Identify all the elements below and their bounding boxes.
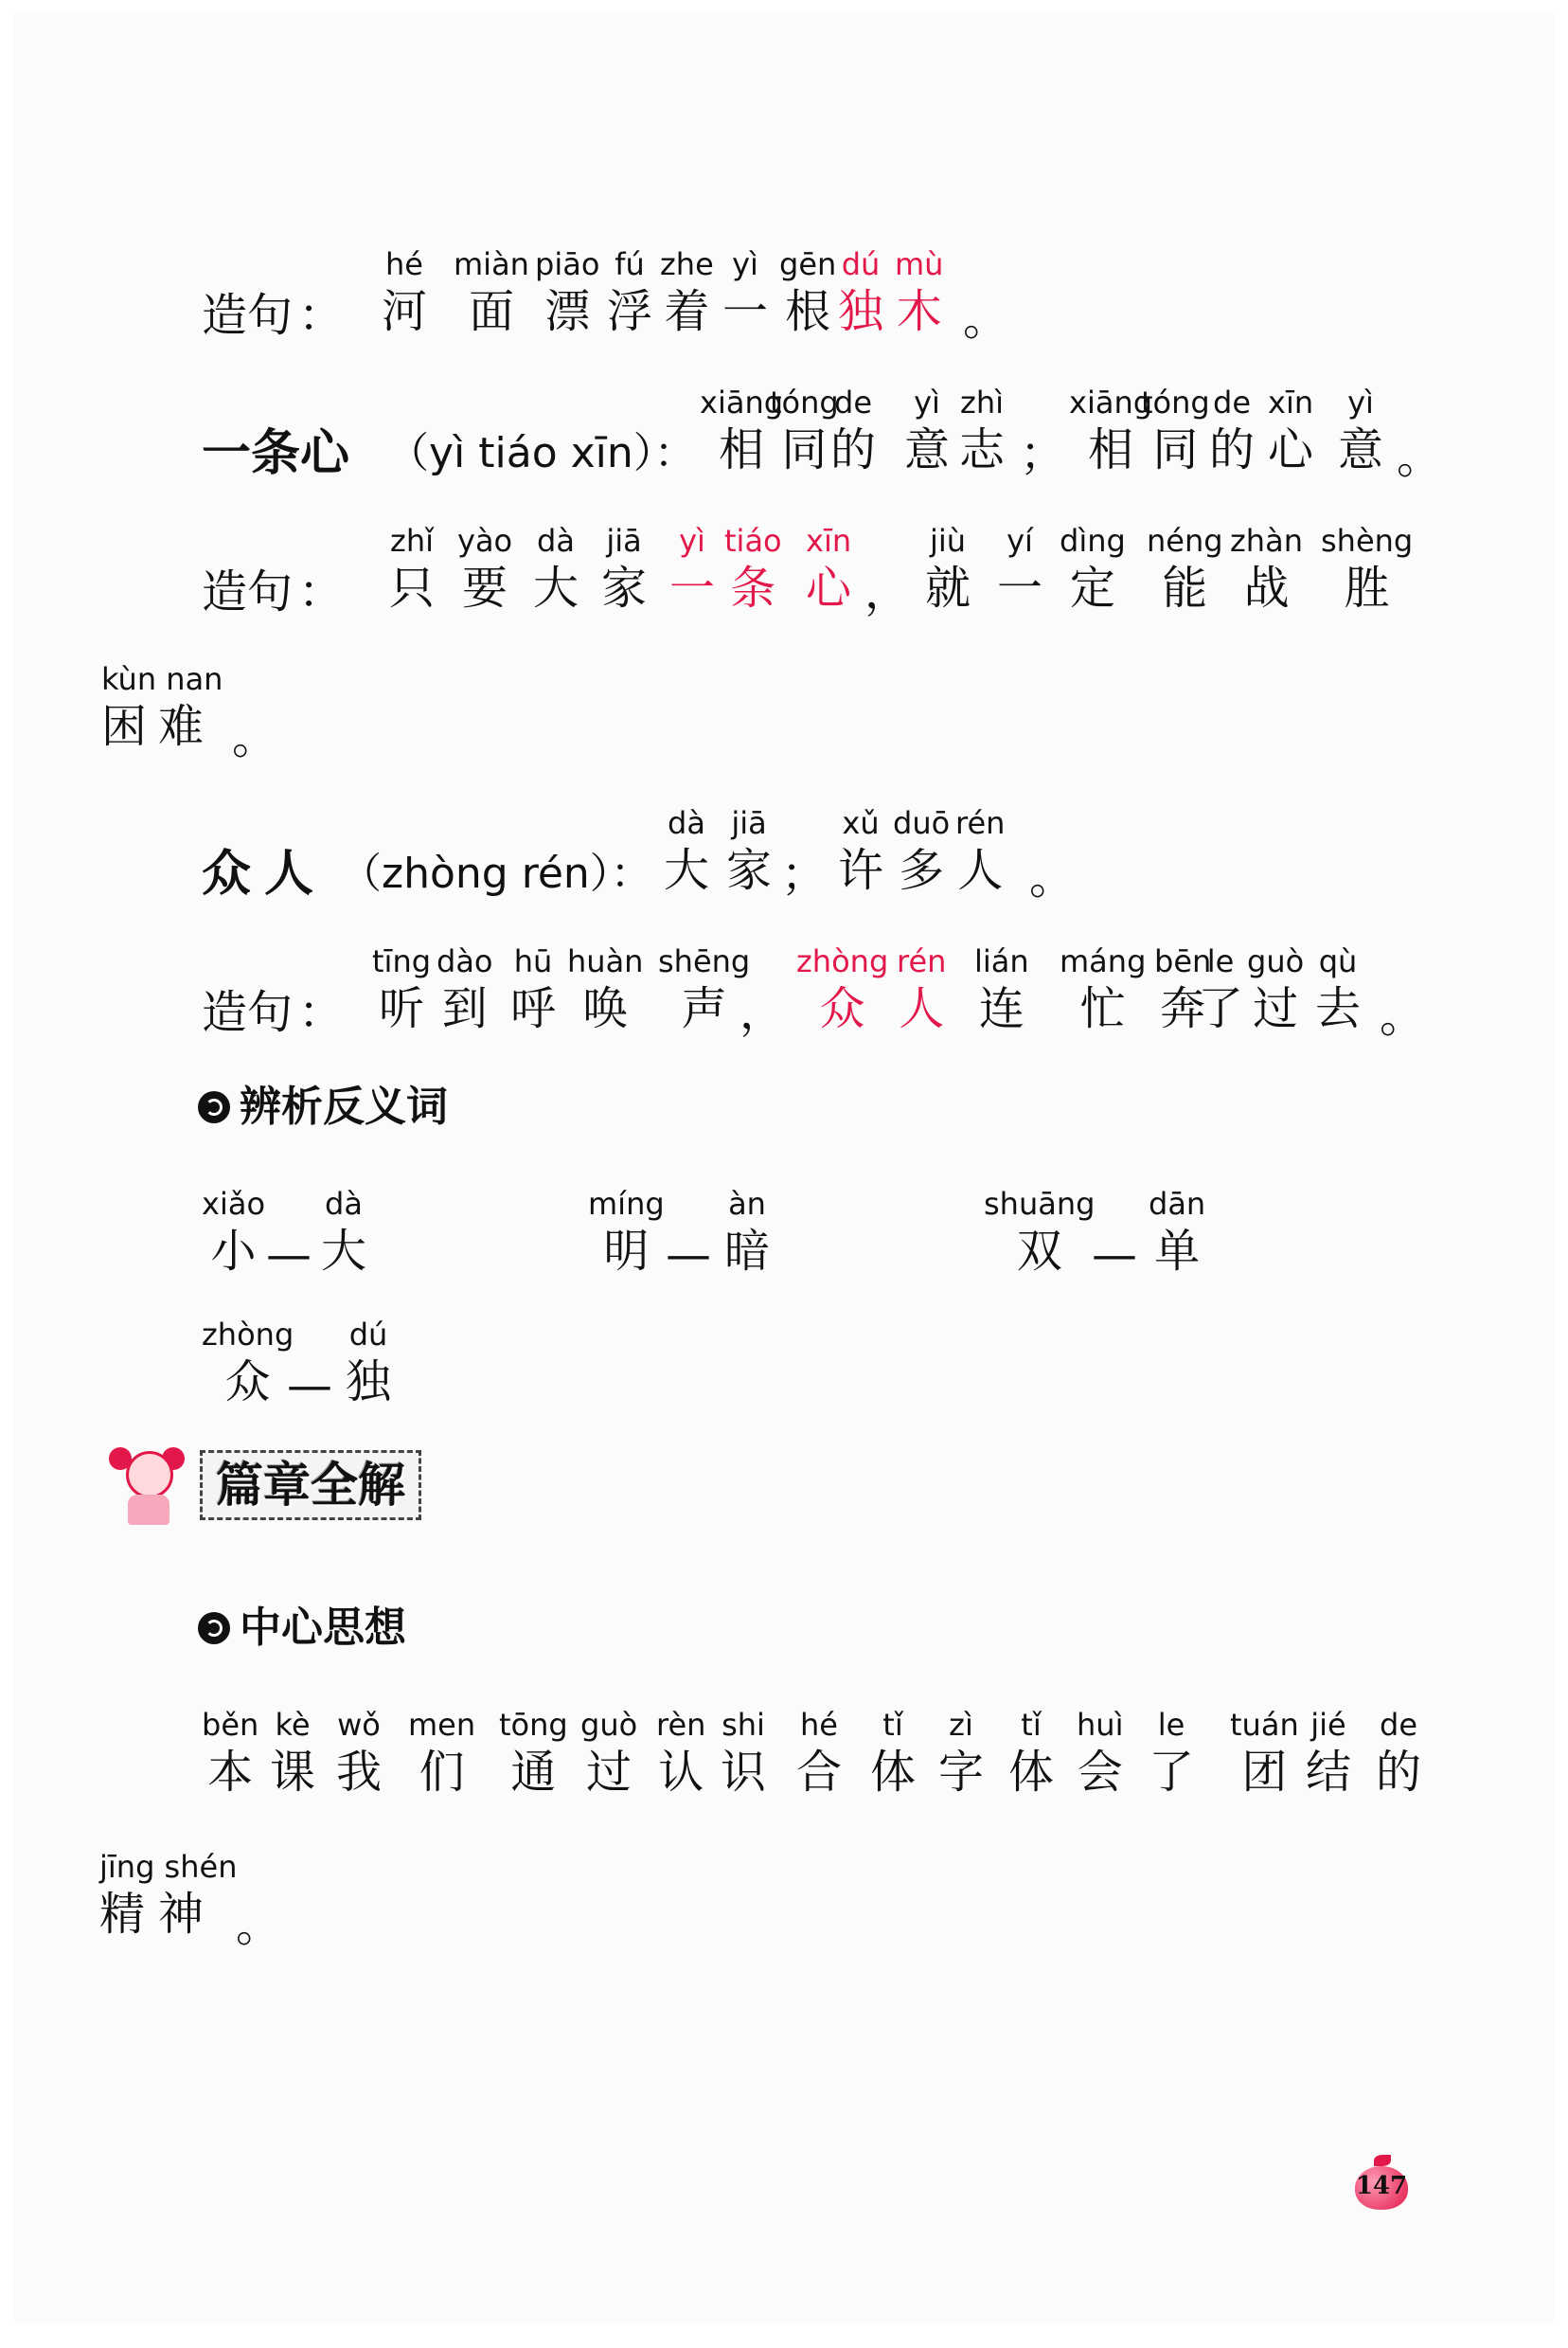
ruby-char: de 的	[1209, 385, 1256, 476]
ruby-char: tǐ 体	[1008, 1707, 1055, 1799]
ruby-char: piāo 漂	[535, 246, 600, 338]
ruby-char: shèng 胜	[1321, 523, 1414, 615]
sentence-label: 造句	[202, 986, 294, 1039]
ruby-char: dào 到	[437, 943, 493, 1035]
ruby-char: yì 一	[722, 246, 769, 338]
ruby-word: kùn nan 困难	[101, 661, 223, 753]
ruby-char: yì 意	[904, 385, 951, 476]
ruby-char: dìng 定	[1060, 523, 1126, 615]
period: 。	[1397, 431, 1443, 484]
antonym-char: shuāng 双	[984, 1186, 1096, 1278]
ruby-char: zì 字	[938, 1707, 985, 1799]
ruby-char: miàn 面	[454, 246, 529, 338]
antonym-char: dà 大	[321, 1186, 367, 1278]
ruby-char: zhǐ 只	[389, 523, 436, 615]
ruby-char: gēn 根	[779, 246, 837, 338]
colon: ：	[298, 986, 345, 1039]
ruby-char-highlight: tiáo 条	[724, 523, 782, 615]
antonym-dash: —	[266, 1228, 312, 1282]
ruby-char: zhe 着	[660, 246, 714, 338]
vocab-term: 一条心	[202, 425, 350, 482]
ruby-char-highlight: dú 独	[838, 246, 884, 338]
ruby-char: hé 河	[382, 246, 428, 338]
ruby-char: guò 过	[580, 1707, 638, 1799]
ruby-char: jiā 家	[601, 523, 648, 615]
ruby-char: tōng 通	[499, 1707, 568, 1799]
sentence-label: 造句	[202, 565, 294, 618]
sentence-label: 造句	[202, 289, 294, 342]
ruby-char: zhì 志	[959, 385, 1006, 476]
ruby-char: lián 连	[974, 943, 1029, 1035]
ruby-char: xǔ 许	[838, 805, 884, 897]
period: 。	[963, 293, 1009, 346]
ruby-char: huì 会	[1077, 1707, 1124, 1799]
ruby-char: duō 多	[893, 805, 951, 897]
section-heading: 中心思想	[198, 1600, 406, 1657]
antonym-char: dú 独	[346, 1317, 392, 1408]
ruby-char: jiā 家	[726, 805, 773, 897]
girl-mascot-icon	[99, 1438, 194, 1532]
bullet-icon	[198, 1612, 230, 1644]
ruby-char: fú 浮	[607, 246, 653, 338]
ruby-char: xiāng 相	[1069, 385, 1153, 476]
antonym-dash: —	[666, 1228, 711, 1282]
bullet-icon	[198, 1091, 230, 1123]
ruby-char: huàn 唤	[567, 943, 644, 1035]
ruby-char: dà 大	[533, 523, 579, 615]
comma: ，	[739, 986, 786, 1039]
ruby-char: le 了	[1149, 1707, 1195, 1799]
ruby-char: rèn 认	[656, 1707, 706, 1799]
ruby-char: yào 要	[457, 523, 513, 615]
semicolon: ；	[781, 848, 828, 901]
ruby-char: xiāng 相	[700, 385, 784, 476]
ruby-char: hū 呼	[510, 943, 557, 1035]
period: 。	[1380, 990, 1426, 1043]
antonym-char: míng 明	[588, 1186, 665, 1278]
ruby-char: jié 结	[1306, 1707, 1352, 1799]
ruby-char: yì 意	[1338, 385, 1384, 476]
ruby-char: wǒ 我	[336, 1707, 383, 1799]
ruby-char: tǐ 体	[870, 1707, 917, 1799]
ruby-char: le 了	[1198, 943, 1244, 1035]
ruby-char-highlight: zhòng 众	[796, 943, 889, 1035]
ruby-char: rén 人	[955, 805, 1006, 897]
antonym-char: dān 单	[1149, 1186, 1206, 1278]
ruby-char: tóng 同	[1141, 385, 1210, 476]
period: 。	[232, 711, 278, 764]
vocab-pinyin: （yì tiáo xīn）：	[387, 429, 696, 477]
ruby-char: tóng 同	[770, 385, 839, 476]
antonym-char: àn 暗	[724, 1186, 771, 1278]
vocab-term: 众人	[202, 846, 328, 903]
apple-leaf-icon	[1374, 2155, 1391, 2166]
chapter-title: 篇章全解	[200, 1450, 421, 1520]
ruby-char: kè 课	[270, 1707, 316, 1799]
ruby-char-highlight: rén 人	[897, 943, 947, 1035]
chapter-banner	[99, 1438, 421, 1532]
textbook-page	[12, 12, 1556, 2323]
ruby-char: de 的	[830, 385, 877, 476]
ruby-char: jiù 就	[925, 523, 971, 615]
page-number: 147	[1355, 2160, 1408, 2210]
ruby-char: máng 忙	[1060, 943, 1147, 1035]
section-heading: 辨析反义词	[198, 1079, 448, 1136]
antonym-char: zhòng 众	[202, 1317, 294, 1408]
ruby-char: de 的	[1376, 1707, 1422, 1799]
ruby-char: bēn 奔	[1154, 943, 1212, 1035]
ruby-char: hé 合	[796, 1707, 843, 1799]
ruby-char: zhàn 战	[1230, 523, 1303, 615]
antonym-dash: —	[1092, 1228, 1137, 1282]
comma: ，	[864, 565, 911, 618]
ruby-char: dà 大	[664, 805, 710, 897]
ruby-char: tuán 团	[1230, 1707, 1299, 1799]
ruby-char: tīng 听	[372, 943, 432, 1035]
vocab-pinyin: （zhòng rén）：	[340, 850, 652, 898]
ruby-char-highlight: xīn 心	[806, 523, 852, 615]
colon: ：	[298, 289, 345, 342]
ruby-char: guò 过	[1247, 943, 1305, 1035]
ruby-char: xīn 心	[1268, 385, 1314, 476]
ruby-char: shi 识	[721, 1707, 767, 1799]
ruby-char: qù 去	[1315, 943, 1362, 1035]
ruby-word: jīng shén 精神	[99, 1849, 238, 1941]
semicolon: ；	[1020, 427, 1066, 480]
antonym-char: xiǎo 小	[202, 1186, 266, 1278]
colon: ：	[298, 565, 345, 618]
ruby-char-highlight: mù 木	[895, 246, 944, 338]
period: 。	[1029, 851, 1076, 905]
antonym-dash: —	[287, 1359, 332, 1412]
period: 。	[236, 1899, 282, 1952]
ruby-char: yí 一	[997, 523, 1043, 615]
ruby-char: běn 本	[202, 1707, 259, 1799]
ruby-char: néng 能	[1147, 523, 1223, 615]
ruby-char: shēng 声	[658, 943, 751, 1035]
ruby-char: men 们	[408, 1707, 476, 1799]
ruby-char-highlight: yì 一	[669, 523, 716, 615]
